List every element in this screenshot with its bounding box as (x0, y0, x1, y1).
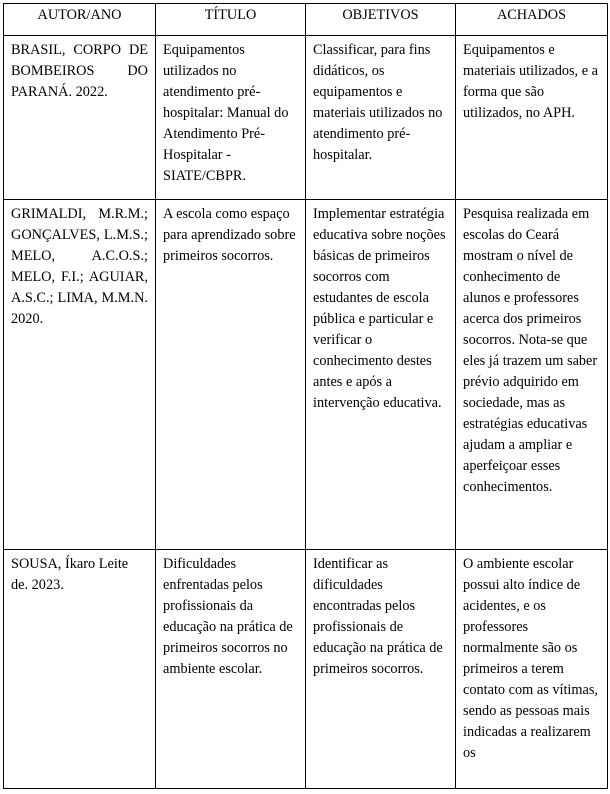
literature-review-table (3, 3, 608, 789)
cell-achados: O ambiente escolar possui alto índice de acidentes, e os professores normalmente são os primeiros a terem contato com as vítimas, sendo as pessoas mais indicadas a realizarem os (456, 550, 608, 789)
header-objetivos: OBJETIVOS (306, 4, 456, 36)
table-row (4, 200, 608, 550)
header-row (4, 4, 608, 36)
cell-titulo: A escola como espaço para aprendizado sobre primeiros socorros. (156, 200, 306, 550)
cell-objetivos: Implementar estratégia educativa sobre noções básicas de primeiros socorros com estudantes de escola pública e particular e verificar o conhecimento destes antes e após a intervenção educativa. (306, 200, 456, 550)
cell-achados: Pesquisa realizada em escolas do Ceará mostram o nível de conhecimento de alunos e professores acerca dos primeiros socorros. Nota-se que eles já trazem um saber prévio adquirido em sociedade, mas as estratégias educativas ajudam a ampliar e aperfeiçoar esses conhecimentos. (456, 200, 608, 550)
cell-autor-ano: GRIMALDI, M.R.M.; GONÇALVES, L.M.S.; MELO, A.C.O.S.; MELO, F.I.; AGUIAR, A.S.C.; LIMA, M.M.N. 2020. (4, 200, 156, 550)
cell-achados: Equipamentos e materiais utilizados, e a forma que são utilizados, no APH. (456, 36, 608, 200)
cell-objetivos: Identificar as dificuldades encontradas pelos profissionais de educação na prática de primeiros socorros. (306, 550, 456, 789)
header-titulo: TÍTULO (156, 4, 306, 36)
header-autor-ano: AUTOR/ANO (4, 4, 156, 36)
cell-autor-ano: SOUSA, Íkaro Leite de. 2023. (4, 550, 156, 789)
table-row (4, 550, 608, 789)
cell-titulo: Equipamentos utilizados no atendimento pré-hospitalar: Manual do Atendimento Pré-Hospitalar - SIATE/CBPR. (156, 36, 306, 200)
cell-autor-ano: BRASIL, CORPO DE BOMBEIROS DO PARANÁ. 2022. (4, 36, 156, 200)
table-row (4, 36, 608, 200)
header-achados: ACHADOS (456, 4, 608, 36)
cell-titulo: Dificuldades enfrentadas pelos profissionais da educação na prática de primeiros socorros no ambiente escolar. (156, 550, 306, 789)
cell-objetivos: Classificar, para fins didáticos, os equipamentos e materiais utilizados no atendimento pré-hospitalar. (306, 36, 456, 200)
